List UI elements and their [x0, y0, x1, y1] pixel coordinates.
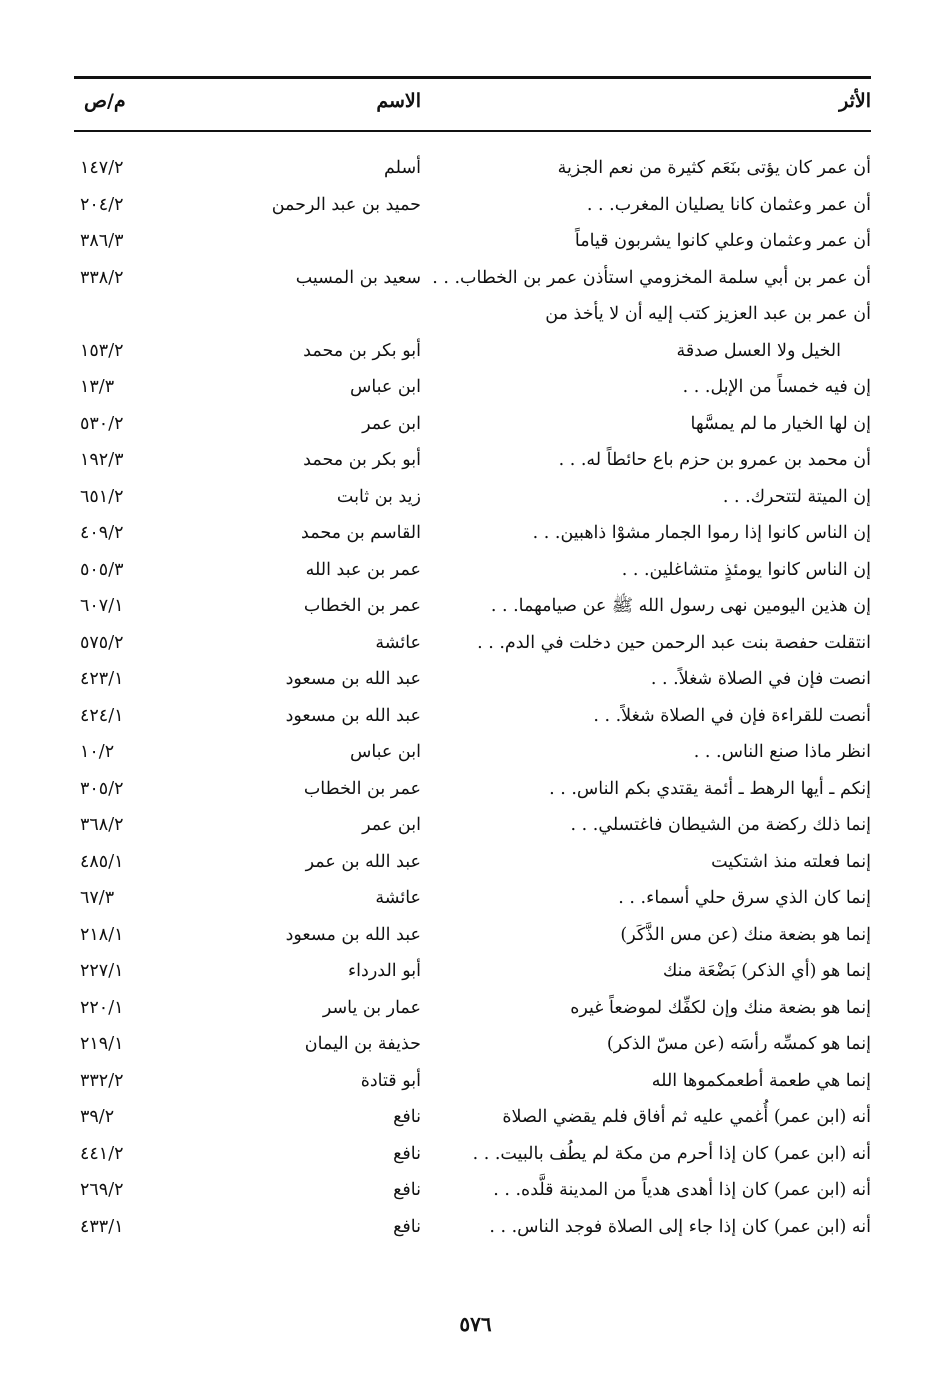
table-row [74, 515, 871, 552]
athar-text: أن عمر بن عبد العزيز كتب إليه أن لا يأخذ من [545, 304, 871, 324]
athar-text: أن محمد بن عمرو بن حزم باع حائطاً له. . . [558, 450, 871, 470]
table-row [74, 260, 871, 297]
athar-text: إن الميتة لتتحرك. . . [722, 486, 871, 507]
volume-page-ref: ١٩٢/٣ [80, 450, 124, 470]
table-row [74, 1209, 871, 1246]
volume-page-ref: ٣٩/٢ [80, 1107, 115, 1127]
athar-text: إنما كان الذي سرق حلي أسماء. . . [618, 888, 871, 908]
volume-page-ref: ٤٠٩/٢ [80, 523, 124, 543]
narrator-name: عمار بن ياسر [322, 997, 421, 1018]
athar-text: أن عمر بن أبي سلمة المخزومي استأذن عمر بن الخطاب. . . [432, 267, 871, 288]
narrator-name: نافع [393, 1143, 421, 1164]
table-row [74, 771, 871, 808]
volume-page-ref: ٢١٨/١ [80, 924, 124, 945]
narrator-name: عمر بن الخطاب [303, 778, 421, 799]
volume-page-ref: ٢١٩/١ [80, 1034, 124, 1054]
table-row [74, 369, 871, 406]
volume-page-ref: ٣٦٨/٢ [80, 815, 124, 835]
volume-page-ref: ١٥٣/٢ [80, 340, 124, 361]
narrator-name: عبد الله بن عمر [305, 851, 421, 872]
volume-page-ref: ٥٧٥/٢ [80, 632, 124, 653]
narrator-name: عبد الله بن مسعود [285, 669, 421, 689]
volume-page-ref: ٣٣٨/٢ [80, 267, 124, 288]
athar-text: أنه (ابن عمر) أُغمي عليه ثم أفاق فلم يقضي الصلاة [502, 1107, 871, 1127]
athar-text: انتقلت حفصة بنت عبد الرحمن حين دخلت في الدم. . . [477, 632, 871, 653]
table-row [74, 917, 871, 954]
narrator-name: نافع [393, 1107, 421, 1127]
athar-text: أنه (ابن عمر) كان إذا جاء إلى الصلاة فوجد الناس. . . [489, 1216, 871, 1237]
narrator-name: ابن عباس [349, 377, 421, 397]
header-name: الاسم [376, 90, 421, 112]
athar-text: إن لها الخيار ما لم يمسَّها [690, 413, 871, 434]
table-row [74, 150, 871, 187]
athar-text: إنما ذلك ركضة من الشيطان فاغتسلي. . . [570, 815, 871, 835]
header-athar: الأثر [839, 90, 871, 112]
athar-text: إنما هو (أي الذكر) بَضْعَة منك [662, 961, 871, 981]
volume-page-ref: ٥٣٠/٢ [80, 413, 124, 434]
index-table [74, 150, 871, 1245]
narrator-name: عبد الله بن مسعود [285, 924, 421, 945]
athar-text: إنما هو بضعة منك (عن مس الذَّكَر) [620, 924, 871, 945]
narrator-name: أبو قتادة [360, 1070, 421, 1091]
narrator-name: عمر بن الخطاب [303, 596, 421, 616]
athar-text: إنكم ـ أيها الرهط ـ أئمة يقتدي بكم الناس. . . [549, 778, 871, 799]
table-row [74, 625, 871, 662]
table-row [74, 734, 871, 771]
athar-text: إنما هو بضعة منك وإن لكفِّك لموضعاً غيره [570, 997, 871, 1018]
narrator-name: ابن عمر [362, 815, 421, 835]
volume-page-ref: ٤٨٥/١ [80, 851, 124, 872]
table-row [74, 479, 871, 516]
athar-text: أنه (ابن عمر) كان إذا أحرم من مكة لم يطُف بالبيت. . . [472, 1143, 871, 1164]
athar-text: إن هذين اليومين نهى رسول الله ﷺ عن صيامهما. . . [490, 596, 871, 616]
narrator-name: عائشة [375, 632, 421, 653]
table-row [74, 1026, 871, 1063]
narrator-name: القاسم بن محمد [301, 523, 421, 543]
table-row [74, 1099, 871, 1136]
volume-page-ref: ٢٦٩/٢ [80, 1180, 124, 1200]
narrator-name: سعيد بن المسيب [295, 267, 421, 288]
narrator-name: أسلم [384, 158, 421, 178]
athar-text: إنما هي طعمة أطعمكموها الله [651, 1070, 871, 1091]
athar-text: إنما هو كمسِّه رأسَه (عن مسّ الذكر) [606, 1034, 871, 1054]
volume-page-ref: ٤٣٣/١ [80, 1216, 124, 1237]
volume-page-ref: ٦٧/٣ [80, 888, 115, 908]
narrator-name: عائشة [375, 888, 421, 908]
athar-text: إن فيه خمساً من الإبل. . . [682, 377, 871, 397]
volume-page-ref: ١٤٧/٢ [80, 158, 124, 178]
table-row [74, 552, 871, 589]
header-rule [74, 130, 871, 132]
volume-page-ref: ٤٢٤/١ [80, 705, 124, 726]
narrator-name: حذيفة بن اليمان [304, 1034, 421, 1054]
volume-page-ref: ٦٥١/٢ [80, 486, 124, 507]
athar-text: أن عمر وعثمان كانا يصليان المغرب. . . [586, 194, 871, 215]
volume-page-ref: ٣٠٥/٢ [80, 778, 124, 799]
narrator-name: زيد بن ثابت [336, 486, 421, 507]
table-row [74, 187, 871, 224]
volume-page-ref: ٣٣٢/٢ [80, 1070, 124, 1091]
athar-text: أنه (ابن عمر) كان إذا أهدى هدياً من المدينة قلَّده. . . [493, 1180, 871, 1200]
volume-page-ref: ١٣/٣ [80, 377, 115, 397]
volume-page-ref: ٤٢٣/١ [80, 669, 124, 689]
athar-text: انظر ماذا صنع الناس. . . [693, 742, 871, 762]
athar-text: إنما فعلته منذ اشتكيت [711, 851, 871, 872]
narrator-name: عمر بن عبد الله [305, 559, 421, 580]
table-row [74, 296, 871, 333]
header-ref: م/ص [84, 90, 126, 112]
table-row [74, 807, 871, 844]
athar-text: انصت فإن في الصلاة شغلاً. . . [650, 669, 871, 689]
volume-page-ref: ٢٢٠/١ [80, 997, 124, 1018]
table-row [74, 990, 871, 1027]
table-row [74, 661, 871, 698]
table-row [74, 1136, 871, 1173]
narrator-name: حميد بن عبد الرحمن [271, 194, 421, 215]
volume-page-ref: ٢٢٧/١ [80, 961, 124, 981]
table-row [74, 1063, 871, 1100]
athar-text: إن الناس كانوا إذا رموا الجمار مشوْا ذاهبين. . . [532, 523, 871, 543]
athar-text: الخيل ولا العسل صدقة [676, 340, 841, 361]
table-row [74, 698, 871, 735]
table-row [74, 953, 871, 990]
narrator-name: عبد الله بن مسعود [285, 705, 421, 726]
table-row [74, 1172, 871, 1209]
narrator-name: ابن عمر [362, 413, 421, 434]
table-row [74, 223, 871, 260]
athar-text: أنصت للقراءة فإن في الصلاة شغلاً. . . [593, 705, 871, 726]
volume-page-ref: ٢٠٤/٢ [80, 194, 124, 215]
volume-page-ref: ٥٠٥/٣ [80, 559, 124, 580]
table-row [74, 588, 871, 625]
narrator-name: ابن عباس [349, 742, 421, 762]
page-number: ٥٧٦ [459, 1312, 492, 1336]
volume-page-ref: ٣٨٦/٣ [80, 231, 124, 251]
table-header [74, 84, 871, 124]
narrator-name: أبو بكر بن محمد [303, 340, 421, 361]
table-row [74, 333, 871, 370]
narrator-name: أبو الدرداء [347, 961, 421, 981]
narrator-name: نافع [393, 1180, 421, 1200]
table-row [74, 406, 871, 443]
volume-page-ref: ٤٤١/٢ [80, 1143, 124, 1164]
top-rule [74, 76, 871, 79]
narrator-name: أبو بكر بن محمد [303, 450, 421, 470]
athar-text: أن عمر كان يؤتى بنَعَم كثيرة من نعم الجزية [557, 158, 871, 178]
table-row [74, 442, 871, 479]
volume-page-ref: ٦٠٧/١ [80, 596, 124, 616]
athar-text: إن الناس كانوا يومئذٍ متشاغلين. . . [621, 559, 871, 580]
narrator-name: نافع [393, 1216, 421, 1237]
table-row [74, 880, 871, 917]
athar-text: أن عمر وعثمان وعلي كانوا يشربون قياماً [574, 231, 871, 251]
table-row [74, 844, 871, 881]
volume-page-ref: ١٠/٢ [80, 742, 115, 762]
